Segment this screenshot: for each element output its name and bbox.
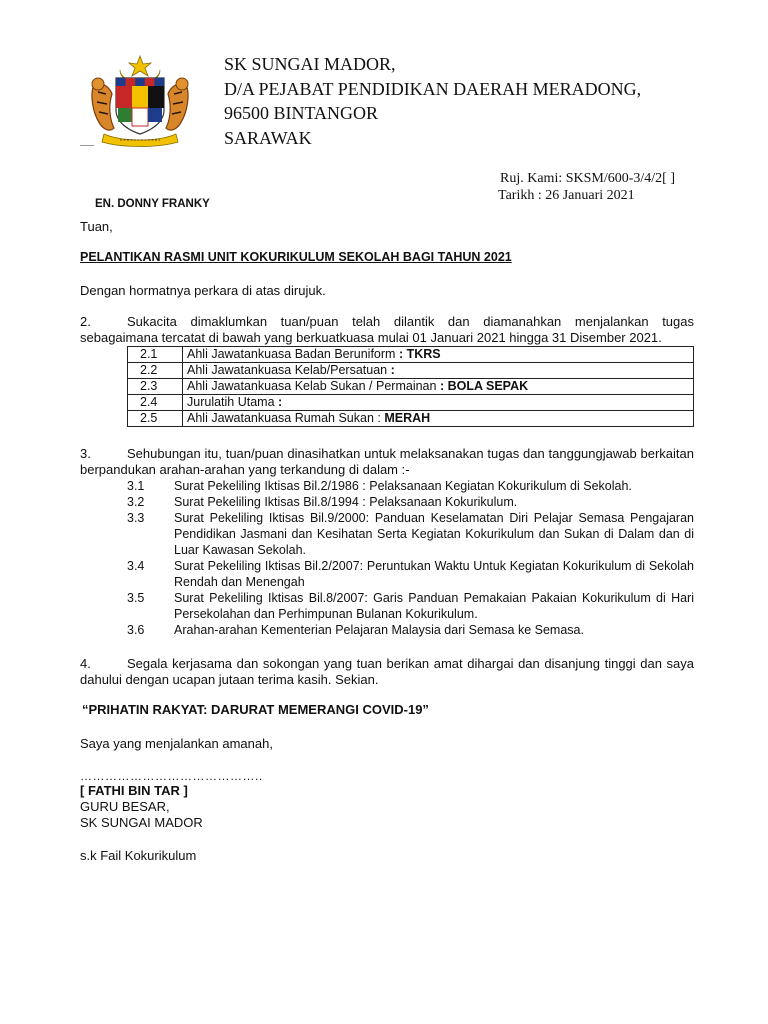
circulars-list — [127, 478, 694, 638]
item-text: Surat Pekeliling Iktisas Bil.8/2007: Garis Panduan Pemakaian Pakaian Kokurikulum di Hari Persekolahan dan Perhimpunan Bulanan Kokurikulum. — [174, 591, 694, 621]
signatory-name: [ FATHI BIN TAR ] — [80, 783, 188, 798]
reference-number: Ruj. Kami: SKSM/600-3/4/2[ ] — [500, 171, 676, 186]
item-number: 3.3 — [127, 511, 145, 525]
paragraph-3 — [80, 446, 694, 478]
list-item — [127, 558, 694, 590]
paragraph-text: Sukacita dimaklumkan tuan/puan telah dilantik dan diamanahkan menjalankan tugas sebagaimana tercatat di bawah yang berkuatkuasa mulai 01 Januari 2021 hingga 31 Disember 2021. — [80, 314, 694, 345]
role-label: Ahli Jawatankuasa Badan Beruniform — [187, 347, 399, 361]
row-number: 2.1 — [128, 347, 183, 363]
signatory-title: GURU BESAR, — [80, 799, 170, 814]
slogan: “PRIHATIN RAKYAT: DARURAT MEMERANGI COVID-19” — [82, 702, 429, 717]
row-number: 2.4 — [128, 395, 183, 411]
table-row — [128, 347, 694, 363]
table-row — [128, 395, 694, 411]
school-name: SK SUNGAI MADOR, — [224, 54, 396, 74]
item-text: Arahan-arahan Kementerian Pelajaran Malaysia dari Semasa ke Semasa. — [174, 623, 584, 637]
signatory-school: SK SUNGAI MADOR — [80, 815, 203, 830]
list-item — [127, 622, 694, 638]
paragraph-number: 4. — [80, 656, 91, 671]
role-value: : BOLA SEPAK — [439, 379, 529, 393]
item-number: 3.5 — [127, 591, 145, 605]
item-text: Surat Pekeliling Iktisas Bil.2/1986 : Pelaksanaan Kegiatan Kokurikulum di Sekolah. — [174, 479, 632, 493]
item-number: 3.4 — [127, 559, 145, 573]
row-number: 2.5 — [128, 411, 183, 427]
row-role — [183, 411, 694, 427]
coat-of-arms-icon — [86, 54, 194, 148]
table-row — [128, 411, 694, 427]
role-label: Ahli Jawatankuasa Kelab/Persatuan — [187, 363, 391, 377]
item-number: 3.6 — [127, 623, 145, 637]
role-label: Ahli Jawatankuasa Kelab Sukan / Permainan — [187, 379, 440, 393]
divider — [80, 145, 94, 146]
list-item — [127, 590, 694, 622]
row-number: 2.2 — [128, 363, 183, 379]
row-number: 2.3 — [128, 379, 183, 395]
role-value: : — [390, 363, 395, 377]
row-role — [183, 379, 694, 395]
paragraph-number: 3. — [80, 446, 91, 461]
signature-line: …………………………………….. — [80, 769, 263, 783]
item-number: 3.2 — [127, 495, 145, 509]
row-role — [183, 347, 694, 363]
copy-to: s.k Fail Kokurikulum — [80, 848, 197, 863]
closing-line: Saya yang menjalankan amanah, — [80, 736, 273, 751]
role-value: : TKRS — [398, 347, 441, 361]
appointments-table — [127, 346, 694, 427]
role-label: Jurulatih Utama — [187, 395, 279, 409]
address-state: SARAWAK — [224, 127, 312, 148]
paragraph-number: 2. — [80, 314, 91, 329]
intro-paragraph: Dengan hormatnya perkara di atas dirujuk. — [80, 283, 326, 298]
role-value: MERAH — [384, 411, 431, 425]
list-item — [127, 510, 694, 558]
table-row — [128, 363, 694, 379]
salutation: Tuan, — [80, 219, 113, 234]
list-item — [127, 494, 694, 510]
letterhead-address — [224, 52, 641, 150]
address-line-1: D/A PEJABAT PENDIDIKAN DAERAH MERADONG, — [224, 78, 642, 99]
recipient-name: EN. DONNY FRANKY — [95, 198, 210, 210]
item-text: Surat Pekeliling Iktisas Bil.9/2000: Panduan Keselamatan Diri Pelajar Semasa Pengajaran Pendidikan Jasmani dan Kesihatan Serta Kegiatan Kokurikulum dan Sukan di Dalam dan di Luar Kawasan Sekolah. — [174, 511, 694, 557]
item-text: Surat Pekeliling Iktisas Bil.8/1994 : Pelaksanaan Kokurikulum. — [174, 495, 518, 509]
letter-subject: PELANTIKAN RASMI UNIT KOKURIKULUM SEKOLAH BAGI TAHUN 2021 — [80, 250, 512, 264]
paragraph-2 — [80, 314, 694, 346]
item-number: 3.1 — [127, 479, 145, 493]
row-role — [183, 363, 694, 379]
role-label: Ahli Jawatankuasa Rumah Sukan : — [187, 411, 385, 425]
item-text: Surat Pekeliling Iktisas Bil.2/2007: Peruntukan Waktu Untuk Kegiatan Kokurikulum di Sekolah Rendah dan Menengah — [174, 559, 694, 589]
role-value: : — [278, 395, 283, 409]
paragraph-4 — [80, 656, 694, 688]
table-row — [128, 379, 694, 395]
row-role — [183, 395, 694, 411]
letter-date: Tarikh : 26 Januari 2021 — [498, 188, 635, 203]
list-item — [127, 478, 694, 494]
paragraph-text: Segala kerjasama dan sokongan yang tuan berikan amat dihargai dan disanjung tinggi dan saya dahului dengan ucapan jutaan terima kasih. Sekian. — [80, 656, 694, 687]
address-line-2: 96500 BINTANGOR — [224, 103, 379, 123]
reference-block — [498, 170, 675, 204]
paragraph-text: Sehubungan itu, tuan/puan dinasihatkan untuk melaksanakan tugas dan tanggungjawab berkaitan berpandukan arahan-arahan yang terkandung di dalam :- — [80, 446, 694, 477]
